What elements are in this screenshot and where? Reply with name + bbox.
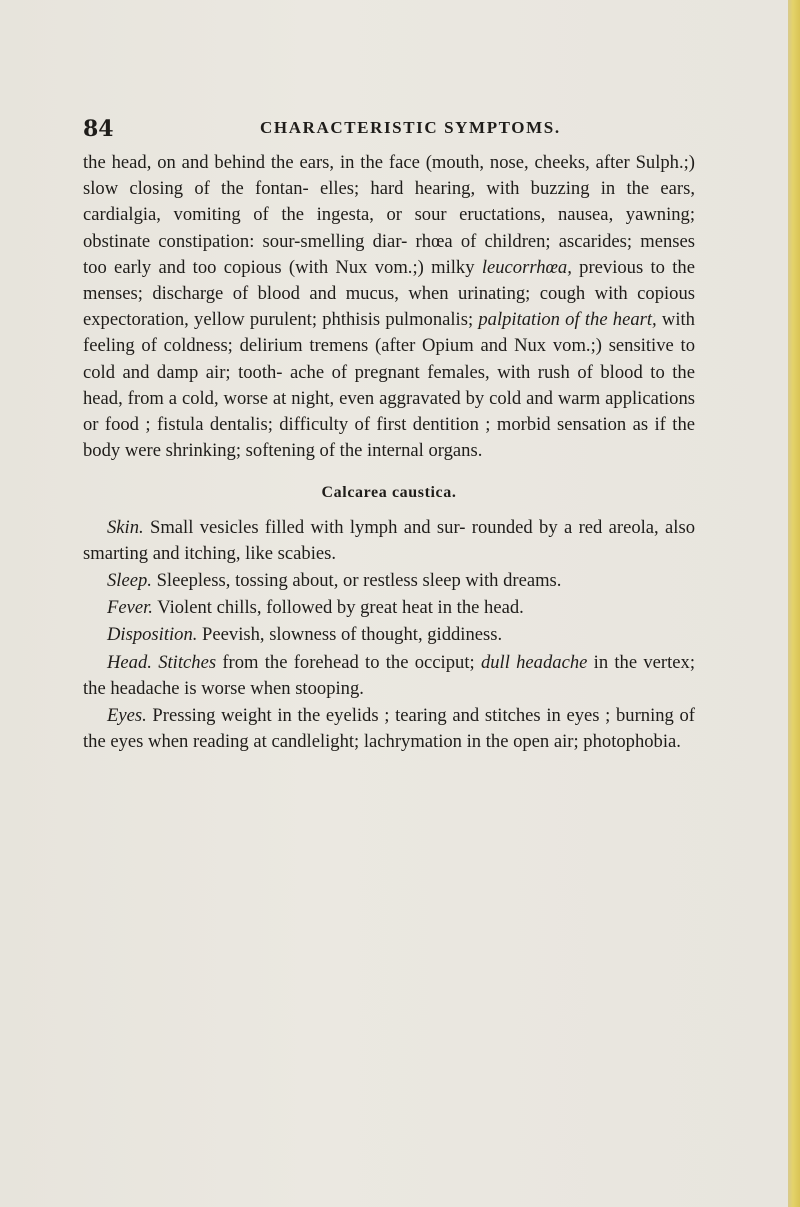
- entry-skin: [83, 515, 695, 567]
- entry-text-head-1: from the forehead to the occiput;: [216, 651, 481, 673]
- entry-text-sleep: Sleepless, tossing about, or restless sleep with dreams.: [151, 570, 562, 592]
- entry-text-head-2: in the vertex; the headache is worse when stooping.: [83, 651, 696, 699]
- intro-emphasis-palpitation: palpitation of the heart,: [478, 309, 657, 331]
- entry-sleep: [83, 568, 695, 594]
- entry-eyes: [83, 703, 695, 755]
- intro-emphasis-leucorrhoea: leucorrhœa,: [481, 256, 572, 278]
- section-title: Calcarea caustica.: [321, 484, 457, 502]
- entry-text-skin: Small vesicles filled with lymph and sur- rounded by a red areola, also smarting and itching, like scabies.: [83, 516, 695, 564]
- intro-text-2: previous to the menses; discharge of blood and mucus, when urinating; cough with copious expectoration, yellow purulent; phthisis pulmonalis;: [83, 256, 695, 331]
- entry-label-head: Head.: [107, 651, 152, 673]
- entry-emphasis-stitches: Stitches: [158, 651, 217, 673]
- intro-paragraph: [83, 150, 695, 464]
- page-edge: [788, 0, 800, 1207]
- entry-text-fever: Violent chills, followed by great heat in the head.: [152, 597, 524, 619]
- entry-head: [83, 650, 695, 702]
- entry-label-fever: Fever.: [107, 597, 153, 619]
- entry-text-disposition: Peevish, slowness of thought, giddiness.: [197, 624, 503, 646]
- page-number: 84: [83, 116, 114, 142]
- entry-label-sleep: Sleep.: [107, 570, 152, 592]
- entry-label-skin: Skin.: [107, 516, 144, 538]
- entry-disposition: [83, 622, 695, 648]
- running-title: CHARACTERISTIC SYMPTOMS.: [260, 118, 561, 137]
- entry-label-disposition: Disposition.: [107, 624, 198, 646]
- entry-fever: [83, 595, 695, 621]
- entry-label-eyes: Eyes.: [107, 705, 147, 727]
- intro-text-3: with feeling of coldness; delirium tremens (after Opium and Nux vom.;) sensitive to cold and damp air; tooth- ache of pregnant females, with rush of blood to the head, from a cold, worse at night, even aggravated by cold and warm applications or food ; fistula dentalis; difficulty of first dentition ; morbid sensation as if the body were shrinking; softening of the internal organs.: [83, 309, 695, 462]
- body-text: [83, 150, 695, 755]
- entry-text-eyes: Pressing weight in the eyelids ; tearing and stitches in eyes ; burning of the eyes when reading at candlelight; lachrymation in the open air; photophobia.: [83, 705, 695, 753]
- intro-text-1: the head, on and behind the ears, in the face (mouth, nose, cheeks, after Sulph.;) slow closing of the fontan- elles; hard hearing, with buzzing in the ears, cardialgia, vomiting of the ingesta, or sour eructations, nausea, yawning; obstinate constipation: sour-smelling diar- rhœa of children; ascarides; menses too early and too copious (with Nux vom.;) milky: [83, 152, 695, 278]
- entry-emphasis-dull-headache: dull headache: [480, 651, 588, 673]
- page-header: [83, 116, 720, 142]
